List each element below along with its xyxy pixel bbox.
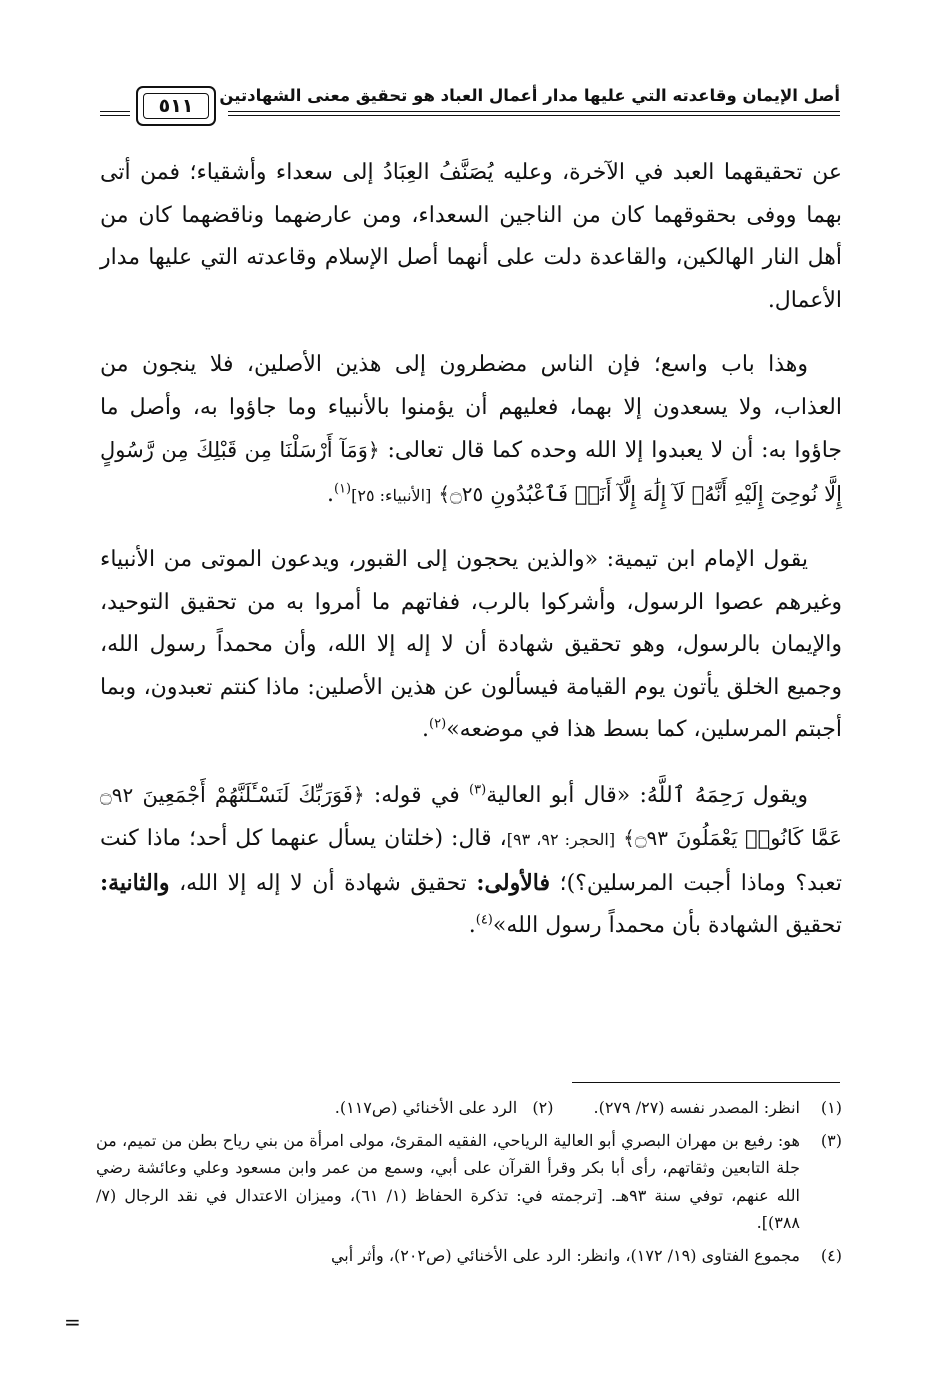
verse-reference: [الحجر: ٩٢، ٩٣] [506,830,616,849]
footnote-text: هو: رفيع بن مهران البصري أبو العالية الرياحي، الفقيه المقرئ، مولى امرأة من بني رياح بطن من تميم، من جلة التابعين وثقاتهم، رأى أبا بكر وقرأ القرآن على أبي، وسمع من عمر وابن مسعود وعلي وعائشة رضي الله عنهم، توفي سنة ٩٣هـ. [ترجمته في: تذكرة الحفاظ (١/ ٦١)، وميزان الاعتدال في نقد الرجال (٧/ ٣٨٨)]. [96,1130,800,1232]
paragraph-4 [100,774,842,948]
footnote-ref-3[interactable]: (٣) [469,782,487,798]
header-title: أصل الإيمان وقاعدته التي عليها مدار أعمال العباد هو تحقيق معنى الشهادتين [219,86,840,105]
verse-reference: [الأنبياء: ٢٥] [351,485,432,505]
quran-close-bracket: ﴾ [623,826,635,850]
header-rule-bottom [228,115,840,116]
header-rule-top [228,111,840,112]
footnote-1-2 [96,1094,842,1122]
first-point: تحقيق شهادة أن لا إله إلا الله، [179,870,467,896]
paragraph-3-text: يقول الإمام ابن تيمية: «والذين يحجون إلى القبور، ويدعون الموتى من الأنبياء وغيرهم عصوا الرسول، وأشركوا بالرب، ففاتهم ما أمروا به من تحقيق التوحيد، والإيمان بالرسول، وهو تحقيق شهادة أن لا إله إلا الله، وأن محمداً رسول الله، وجميع الخلق يأتون يوم القيامة فيسألون عن هذين الأصلين: ماذا كنتم تعبدون، وبما أجبتم المرسلين، كما بسط هذا في موضعه» [100,547,842,742]
page-number-frame [136,86,216,126]
quran-verse-92: فَوَرَبِّكَ لَنَسْـَٔلَنَّهُمْ أَجْمَعِينَ [142,782,353,807]
footnote-number: (٣) [820,1130,842,1150]
paragraph-4-saying: ، قال: (خلتان يسأل عنهما كل أحد؛ ماذا كنت تعبد؟ وماذا أجبت المرسلين؟)؛ [100,826,842,896]
quran-verse: وَمَآ أَرْسَلْنَا مِن قَبْلِكَ مِن رَّسُولٍ إِلَّا نُوحِىٓ إِلَيْهِ أَنَّهُۥ لَآ إِلَٰهَ إِلَّآ أَنَا۠ فَٱعْبُدُونِ [100,438,842,506]
paragraph-1: عن تحقيقهما العبد في الآخرة، وعليه يُصَنَّفُ العِبَادُ إلى سعداء وأشقياء؛ فمن أتى بهما ووفى بحقوقهما كان من الناجين السعداء، ومن عارضهما وناقضهما كان من أهل النار الهالكين، والقاعدة دلت على أنهما أصل الإسلام وقاعدته التي عليها مدار الأعمال. [100,160,842,313]
footnote-ref-4[interactable]: (٤) [475,912,493,928]
footnote-number: (٤) [820,1245,842,1265]
quran-close-bracket: ﴾ [438,481,451,506]
verse-number-mark: ۝٩٣ [634,826,669,850]
second-label: والثانية: [100,869,170,896]
verse-number-mark: ۝٩٢ [100,782,134,807]
main-text [100,152,842,970]
quran-verse-93: عَمَّا كَانُوا۟ يَعْمَلُونَ [676,826,843,850]
sentence-end: . [422,717,430,742]
paragraph-2-text: وهذا باب واسع؛ فإن الناس مضطرون إلى هذين الأصلين، فلا ينجون من العذاب، ولا يسعدون إلا بهما، فعليهم أن يؤمنوا بالأنبياء وما جاؤوا به، وأصل ما جاؤوا به: أن لا يعبدوا إلا الله وحده كما قال تعالى: [100,352,843,463]
footnote-text: انظر: المصدر نفسه (٢٧/ ٢٧٩). [593,1098,800,1117]
quran-open-bracket: ﴿ [367,438,380,462]
footnote-ref-2[interactable]: (٢) [429,716,447,732]
footnote-text: الرد على الأخنائي (ص١١٧). [334,1098,518,1117]
footnote-ref-1[interactable]: (١) [333,481,352,497]
running-header [100,78,840,132]
sentence-end: . [468,913,476,938]
side-rule-top [100,111,130,112]
paragraph-4-lead: في قوله: [373,782,460,808]
paragraph-4-intro: ويقول رَحِمَهُ ٱللَّهُ: «قال أبو العالية [486,782,809,808]
second-point: تحقيق الشهادة بأن محمداً رسول الله» [492,913,842,938]
paragraph-3 [100,539,842,752]
paragraph-2 [100,344,842,517]
first-label: فالأولى: [476,869,550,896]
page-number: ٥١١ [143,93,209,119]
footnote-separator [572,1082,840,1083]
sentence-end: . [326,481,334,507]
footnote-number: (٢) [532,1098,554,1117]
footnote-3 [96,1127,842,1237]
side-rule-bottom [100,115,130,116]
footnote-text: مجموع الفتاوى (١٩/ ١٧٢)، وانظر: الرد على الأخنائي (ص٢٠٢)، وأثر أبي [330,1245,800,1265]
quran-open-bracket: ﴿ [352,782,365,807]
footnote-4 [96,1242,842,1270]
footnotes [96,1094,842,1274]
verse-number-mark: ۝٢٥ [450,481,484,506]
continuation-mark: = [64,1310,81,1334]
footnote-number: (١) [820,1098,842,1117]
